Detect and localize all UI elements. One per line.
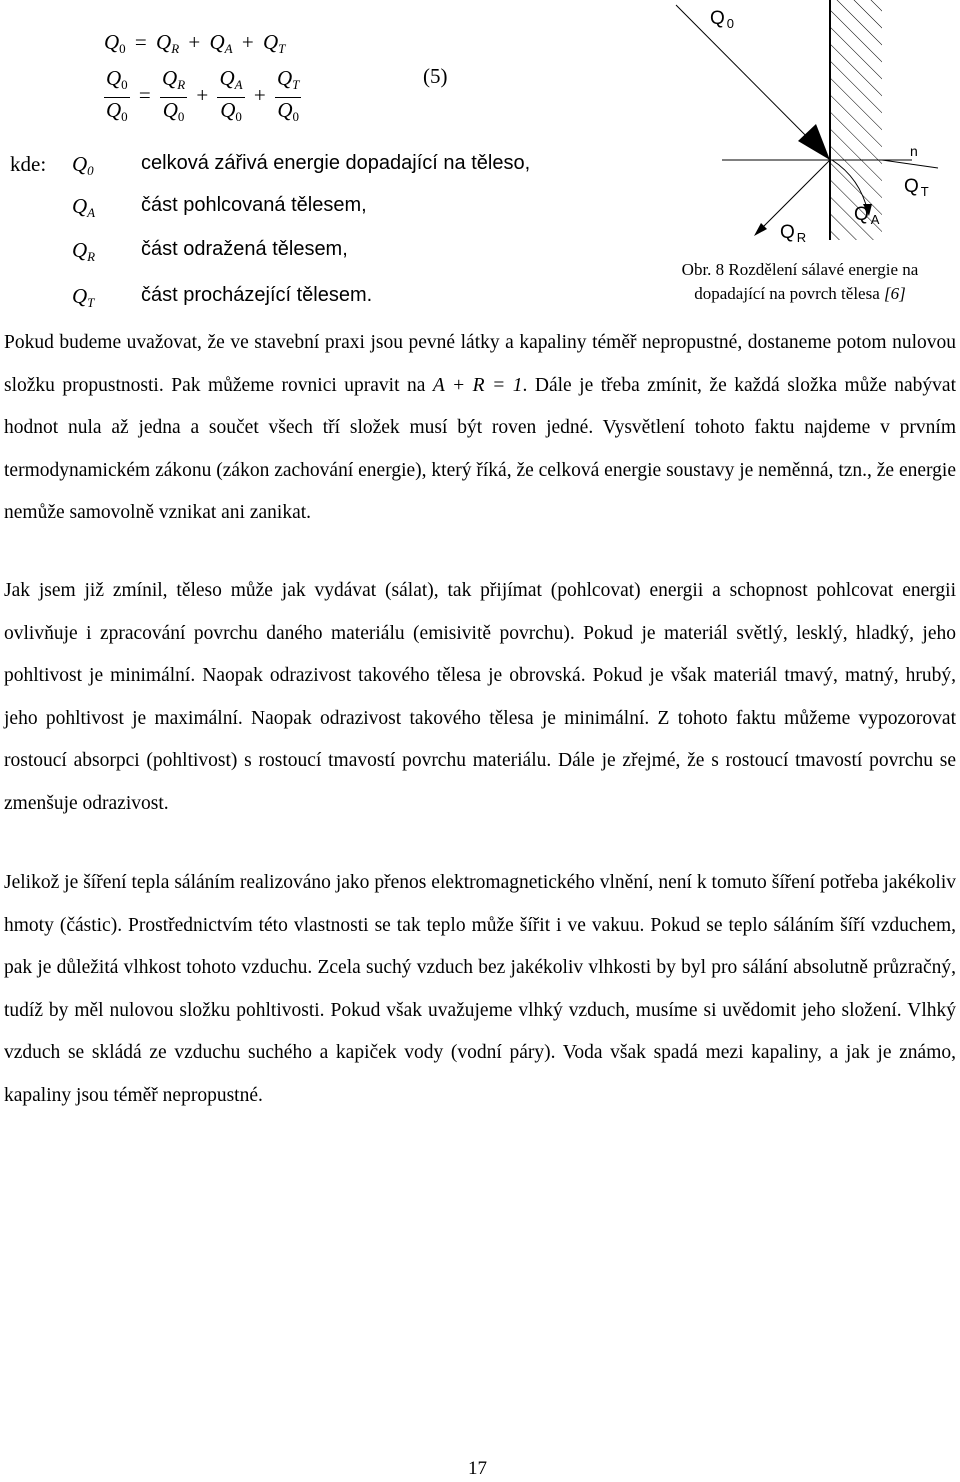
eq1-term-r: $Q_R$ (156, 30, 180, 56)
label-n: n (910, 143, 918, 159)
label-qr: Q $_R$ (780, 222, 807, 245)
equation-sum: $Q_0 = Q_R + Q_A + Q_T$ (104, 30, 286, 56)
paragraph-3: Jelikož je šíření tepla sáláním realizováno jako přenos elektromagnetického vlnění, není k tomuto šíření potřeba jakékoliv hmoty (částic). Prostřednictvím této vlastnosti se tak teplo může šířit i ve vakuu. Pokud se teplo sáláním šíří vzduchem, pak je důležitá vlhkost tohoto vzduchu. Zcela suchý vzduch bez jakékoliv vlhkosti by byl pro sálání absolutně průzračný, tudíž by měl nulovou složku pohltivosti. Pokud však uvažujeme vlhký vzduch, musíme si uvědomit jeho složení. Vlhký vzduch se skládá ze vzduchu suchého a kapiček vody (vodní páry). Voda však spadá mezi kapaliny, a jak je známo, kapaliny jsou téměř nepropustné. (4, 872, 956, 1106)
definitions-lead: kde: (10, 152, 47, 176)
label-q0: Q $_0$ (710, 8, 735, 31)
eq2-lhs-fraction: $\frac{Q_0}{Q_0}$ (106, 66, 128, 124)
eq1-term-t: $Q_T$ (262, 30, 286, 56)
equation-ratio: $\frac{Q_0}{Q_0}$ = $\frac{Q_R}{Q_0}$ + $\frac{Q_A}{Q_0}$ + $\frac{Q_T}{Q_0}$ (104, 66, 301, 129)
definition-qr: $Q_R$ část odražená tělesem, (72, 238, 348, 264)
caption-reference: [6] (884, 284, 906, 303)
paragraph-1: Pokud budeme uvažovat, že ve stavební praxi jsou pevné látky a kapaliny téměř nepropustné, dostaneme potom nulovou složku propustnosti. Pak můžeme rovnici upravit na A + R = 1. Dále je třeba zmínit, že každá složka může nabývat hodnot nula až jedna a součet všech tří složek musí být roven jedné. Vysvětlení tohoto faktu najdeme v prvním termodynamickém zákonu (zákon zachování energie), který říká, že celková energie soustavy je neměnná, tzn., že energie nemůže samovolně vznikat ani zanikat. (4, 332, 956, 523)
page-number: 17 (468, 1458, 487, 1479)
eq1-term-a: $Q_A$ (209, 30, 233, 56)
caption-line-2: dopadající na povrch tělesa [6] (694, 284, 906, 303)
radiation-diagram (650, 0, 960, 250)
eq2-fraction-a: $\frac{Q_A}{Q_0}$ (219, 66, 243, 124)
eq2-fraction-r: $\frac{Q_R}{Q_0}$ (162, 66, 186, 124)
equation-number: (5) (423, 64, 448, 88)
eq2-fraction-t: $\frac{Q_T}{Q_0}$ (276, 66, 300, 124)
paragraph-2: Jak jsem již zmínil, těleso může jak vydávat (sálat), tak přijímat (pohlcovat) energii a schopnost pohlcovat energii ovlivňuje i zpracování povrchu daného materiálu (emisivitě povrchu). Pokud je materiál světlý, lesklý, hladký, jeho pohltivost je minimální. Naopak odrazivost takového tělesa je obrovská. Pokud je však materiál tmavý, matný, hrubý, jeho pohltivost je maximální. Naopak odrazivost takového tělesa je minimální. Z tohoto faktu můžeme vypozorovat rostoucí absorpci (pohltivost) s rostoucí tmavostí povrchu materiálu. Dále je zřejmé, že s rostoucí tmavostí povrchu se zmenšuje odrazivost. (4, 580, 956, 814)
definition-q0: kde: $Q_0$ celková zářivá energie dopadající na těleso, (10, 152, 531, 178)
transmitted-ray (882, 160, 938, 168)
label-qa: Q $_A$ (854, 204, 880, 227)
inline-formula: A + R = 1 (432, 374, 523, 396)
eq1-lhs: $Q_0$ (104, 30, 126, 56)
definition-qa: $Q_A$ část pohlcovaná tělesem, (72, 194, 367, 220)
incident-arrowhead (798, 124, 830, 160)
caption-line-1: Obr. 8 Rozdělení sálavé energie na (681, 260, 919, 279)
figure-caption (640, 258, 960, 306)
label-qt: Q $_T$ (904, 176, 929, 199)
definition-qt: $Q_T$ část procházející tělesem. (72, 284, 373, 310)
